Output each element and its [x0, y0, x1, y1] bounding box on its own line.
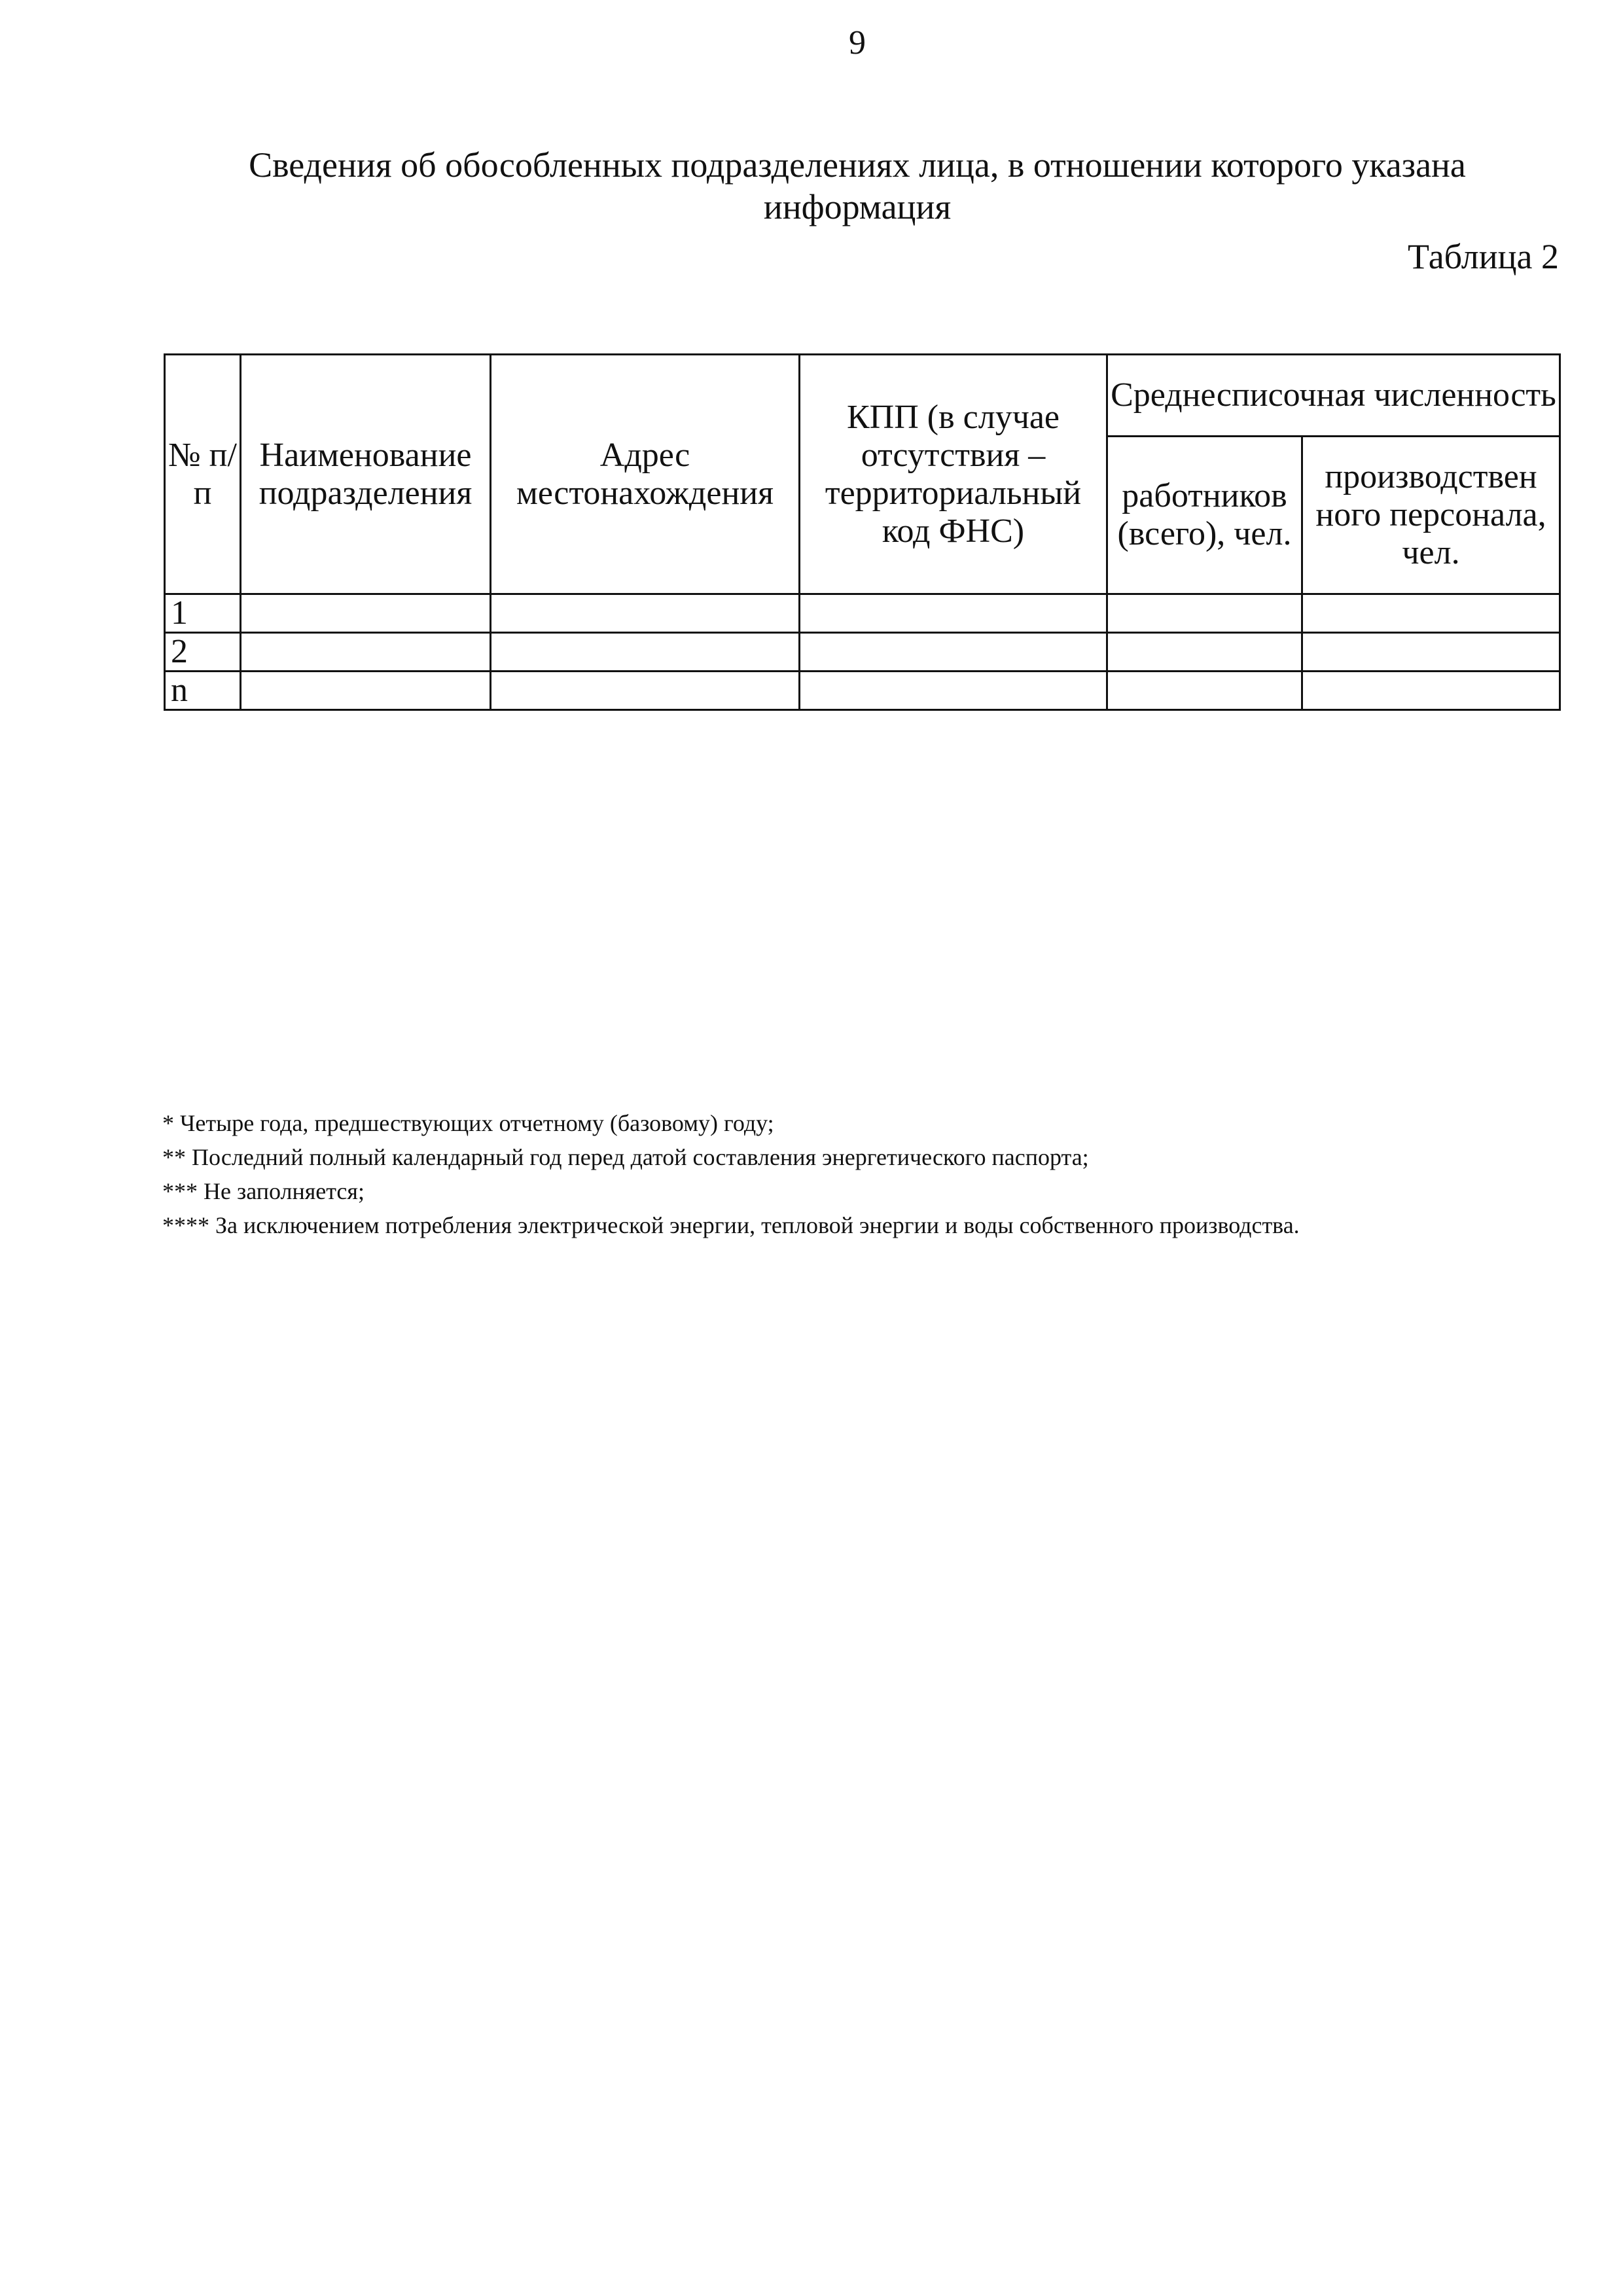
footnote: *** Не заполняется; [162, 1178, 365, 1204]
row-kpp [800, 672, 1107, 710]
row-kpp [800, 633, 1107, 672]
header-headcount-group: Среднесписочная численность [1107, 355, 1560, 437]
row-workers-total [1107, 672, 1302, 710]
table-row [165, 594, 1560, 633]
row-workers-total [1107, 594, 1302, 633]
row-address [491, 672, 800, 710]
row-kpp [800, 594, 1107, 633]
header-workers-total: работников (всего), чел. [1107, 437, 1302, 594]
row-workers-total [1107, 633, 1302, 672]
header-name: Наименование подразделения [241, 355, 491, 594]
subdivisions-table [164, 353, 1561, 711]
header-production-staff: производствен ного персонала, чел. [1302, 437, 1560, 594]
footnote: **** За исключением потребления электрической энергии, тепловой энергии и воды собственного производства. [162, 1212, 1300, 1238]
page-title: Сведения об обособленных подразделениях лица, в отношении которого указана информация [249, 145, 1466, 226]
table-caption: Таблица 2 [1408, 237, 1559, 276]
row-number: 2 [165, 633, 241, 672]
row-address [491, 594, 800, 633]
row-name [241, 594, 491, 633]
row-number: n [165, 672, 241, 710]
row-number: 1 [165, 594, 241, 633]
header-address: Адрес местонахождения [491, 355, 800, 594]
row-name [241, 633, 491, 672]
table-header-row [165, 355, 1560, 437]
footnote: ** Последний полный календарный год перед датой составления энергетического паспорта; [162, 1144, 1089, 1170]
header-kpp: КПП (в случае отсутствия – территориальный код ФНС) [800, 355, 1107, 594]
header-number: № п/п [165, 355, 241, 594]
row-production-staff [1302, 672, 1560, 710]
row-production-staff [1302, 633, 1560, 672]
row-name [241, 672, 491, 710]
row-production-staff [1302, 594, 1560, 633]
row-address [491, 633, 800, 672]
table-row [165, 633, 1560, 672]
table-row [165, 672, 1560, 710]
page-number: 9 [849, 24, 866, 62]
footnote: * Четыре года, предшествующих отчетному (базовому) году; [162, 1110, 774, 1136]
footnotes [162, 1106, 1537, 1242]
